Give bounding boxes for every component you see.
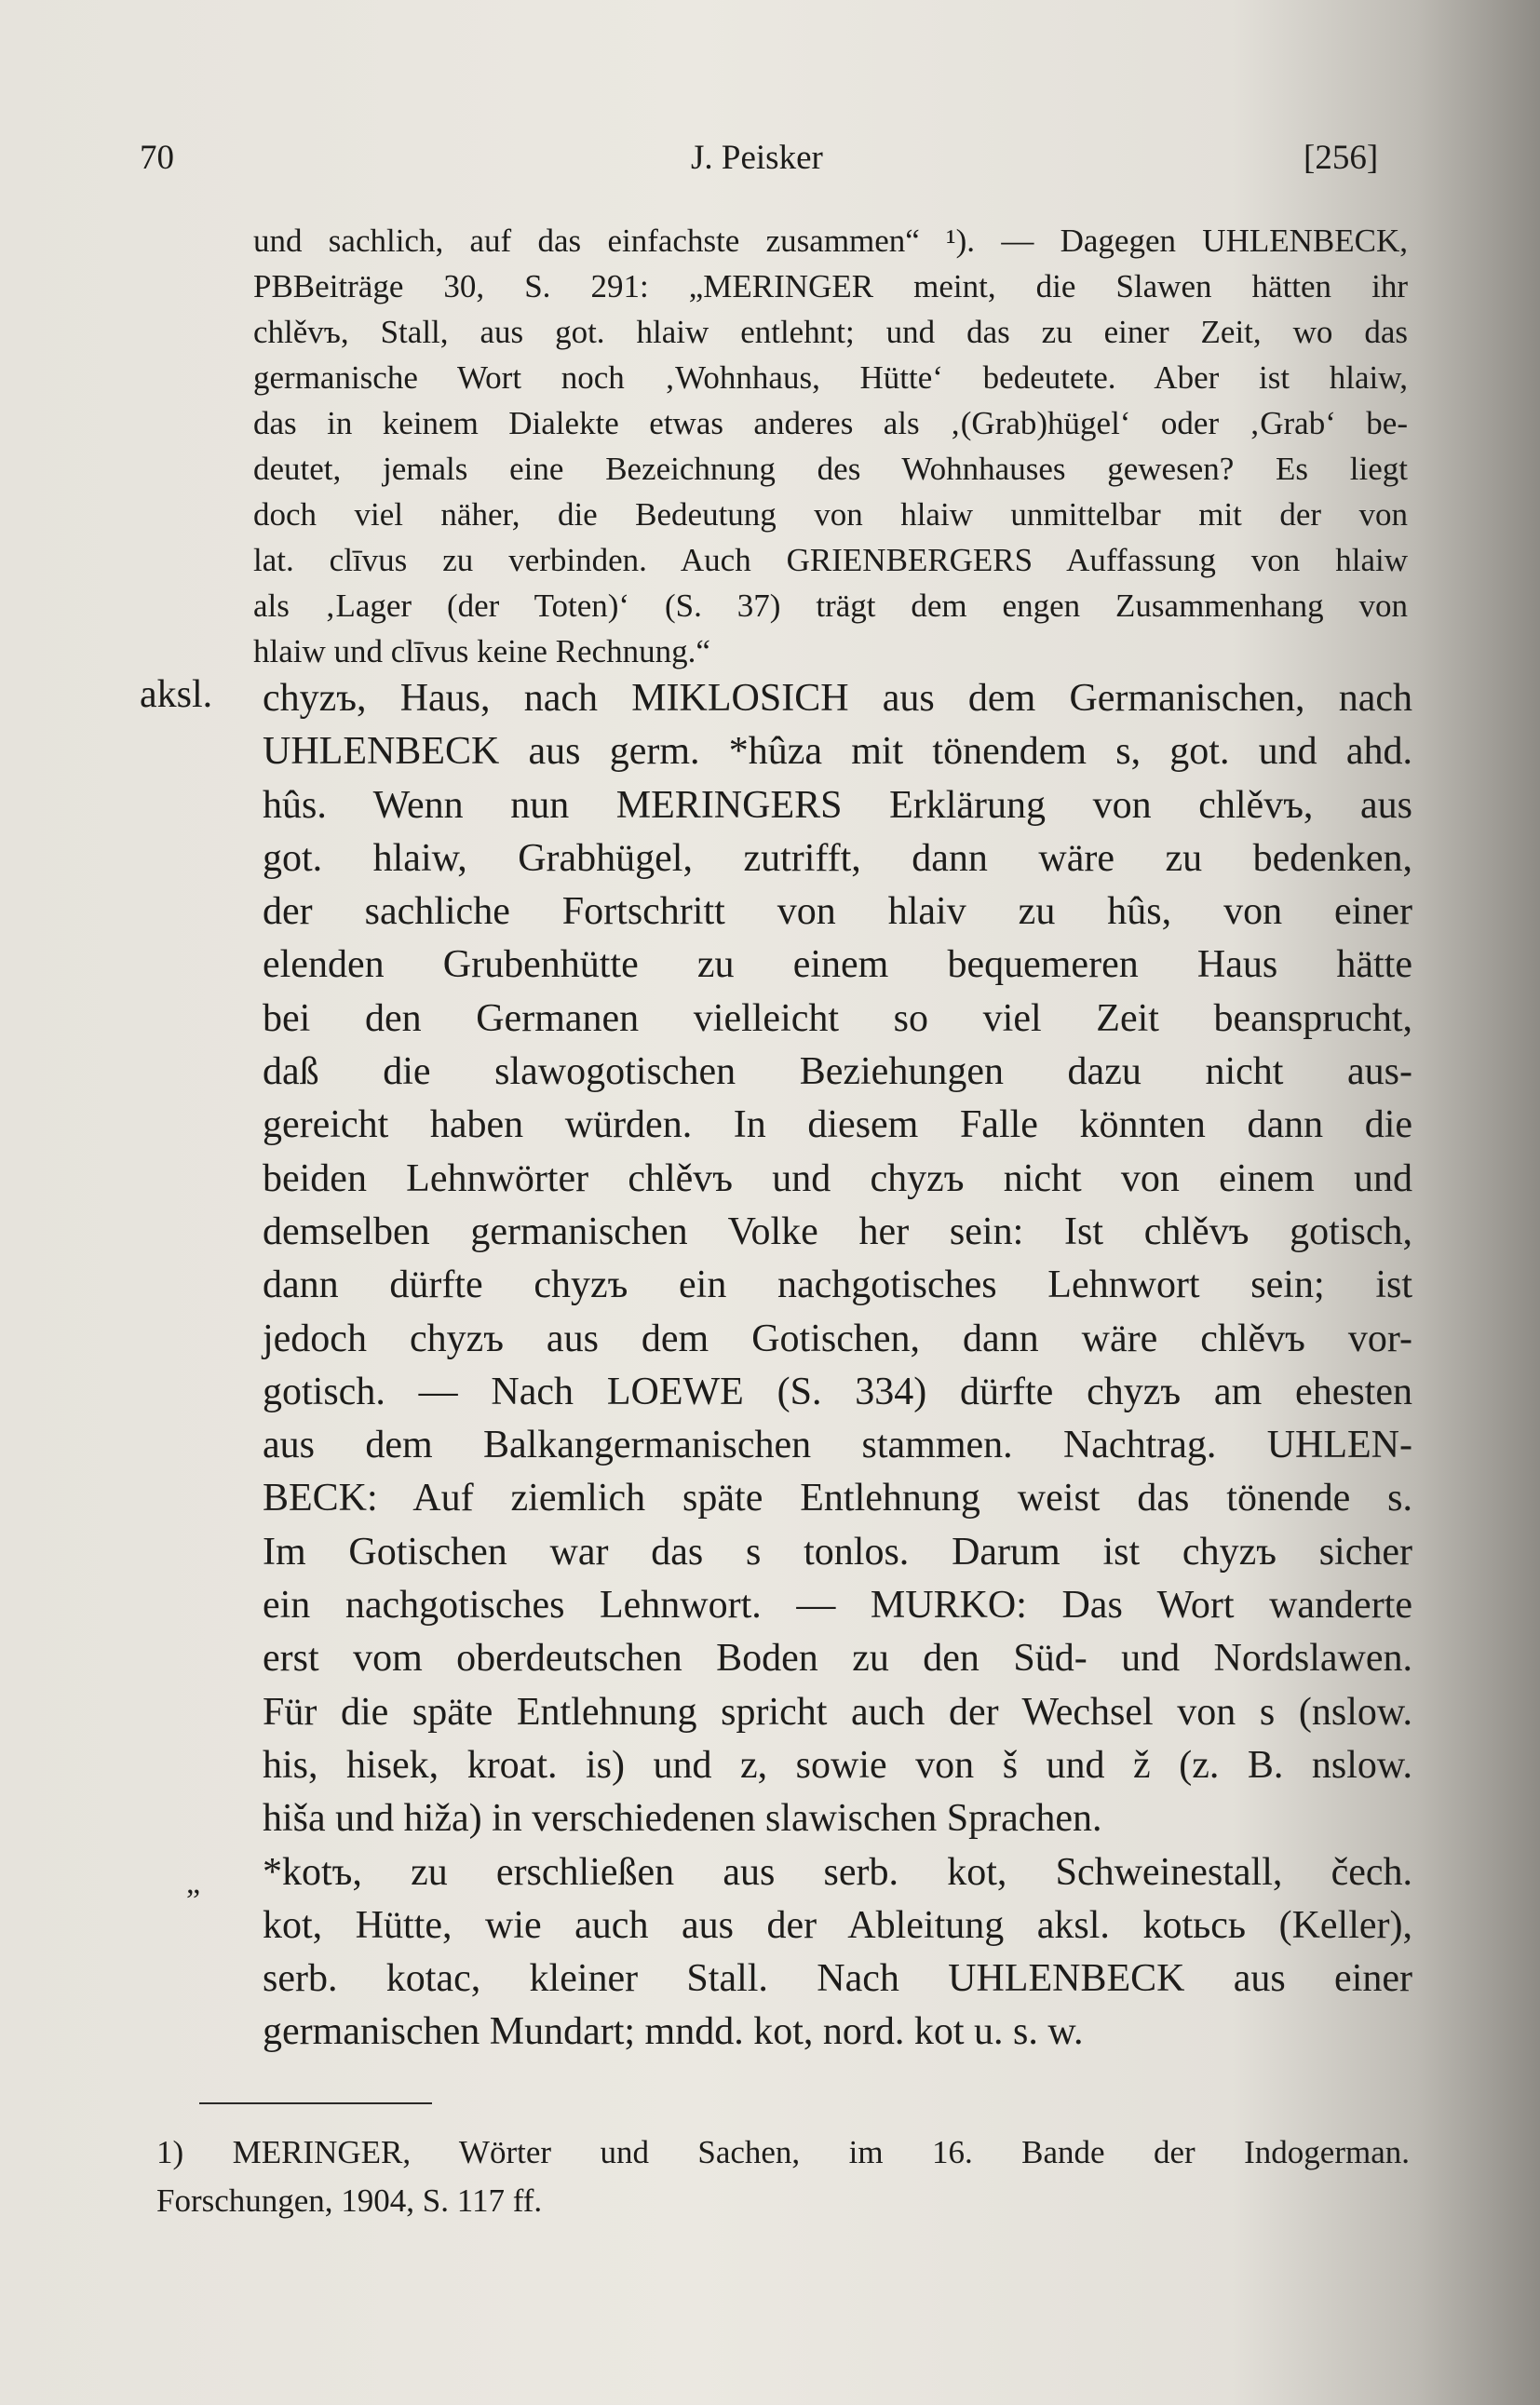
body-line: hûs. Wenn nun MERINGERS Erklärung von chlěvъ, aus (263, 783, 1412, 827)
body-line: his, hisek, kroat. is) und z, sowie von š und ž (z. B. nslow. (263, 1743, 1412, 1787)
quote-line: hlaiw und clīvus keine Rechnung.“ (253, 633, 710, 669)
quote-line: lat. clīvus zu verbinden. Auch GRIENBERGERS Auffassung von hlaiw (253, 542, 1408, 578)
margin-label-aksl: aksl. (140, 673, 213, 716)
quote-line: als ‚Lager (der Toten)‘ (S. 37) trägt dem engen Zusammenhang von (253, 588, 1408, 624)
body-line: beiden Lehnwörter chlěvъ und chyzъ nicht von einem und (263, 1156, 1412, 1200)
quote-line: doch viel näher, die Bedeutung von hlaiw unmittelbar mit der von (253, 496, 1408, 533)
body-line: gereicht haben würden. In diesem Falle könnten dann die (263, 1103, 1412, 1147)
body-line: got. hlaiw, Grabhügel, zutrifft, dann wäre zu bedenken, (263, 836, 1412, 880)
quote-line: deutet, jemals eine Bezeichnung des Wohnhauses gewesen? Es liegt (253, 451, 1408, 487)
quote-line: PBBeiträge 30, S. 291: „MERINGER meint, die Slawen hätten ihr (253, 268, 1408, 304)
body-line: Für die späte Entlehnung spricht auch der Wechsel von s (nslow. (263, 1690, 1412, 1734)
body-line: chyzъ, Haus, nach MIKLOSICH aus dem Germanischen, nach (263, 677, 1412, 720)
body-line: elenden Grubenhütte zu einem bequemeren Haus hätte (263, 943, 1412, 987)
running-head-section: [256] (1304, 139, 1379, 177)
body-line: UHLENBECK aus germ. *hûza mit tönendem s, got. und ahd. (263, 730, 1412, 774)
body-line: jedoch chyzъ aus dem Gotischen, dann wäre chlěvъ vor- (263, 1317, 1412, 1360)
footnote-rule (199, 2102, 432, 2104)
page-number: 70 (140, 139, 174, 177)
body-line: der sachliche Fortschritt von hlaiv zu hûs, von einer (263, 890, 1412, 934)
body-line: dann dürfte chyzъ ein nachgotisches Lehnwort sein; ist (263, 1263, 1412, 1307)
body-line: erst vom oberdeutschen Boden zu den Süd- und Nordslawen. (263, 1637, 1412, 1681)
body-line: aus dem Balkangermanischen stammen. Nachtrag. UHLEN- (263, 1424, 1412, 1467)
body-line: hiša und hiža) in verschiedenen slawischen Sprachen. (263, 1797, 1102, 1841)
body-line: daß die slawogotischen Beziehungen dazu nicht aus- (263, 1050, 1412, 1094)
body-line: BECK: Auf ziemlich späte Entlehnung weist das tönende s. (263, 1477, 1412, 1520)
body-line: Im Gotischen war das s tonlos. Darum ist chyzъ sicher (263, 1530, 1412, 1574)
body-line: kot, Hütte, wie auch aus der Ableitung aksl. kotьcь (Keller), (263, 1903, 1412, 1947)
quote-line: chlěvъ, Stall, aus got. hlaiw entlehnt; und das zu einer Zeit, wo das (253, 314, 1408, 350)
quote-line: germanische Wort noch ‚Wohnhaus, Hütte‘ bedeutete. Aber ist hlaiw, (253, 359, 1408, 396)
body-line: ein nachgotisches Lehnwort. — MURKO: Das Wort wanderte (263, 1584, 1412, 1628)
margin-ditto-mark: „ (186, 1866, 201, 1900)
quote-line: das in keinem Dialekte etwas anderes als ‚(Grab)hügel‘ oder ‚Grab‘ be- (253, 405, 1408, 441)
running-head-author: J. Peisker (691, 139, 823, 177)
footnote-line: Forschungen, 1904, S. 117 ff. (156, 2182, 543, 2219)
body-line: demselben germanischen Volke her sein: Ist chlěvъ gotisch, (263, 1209, 1412, 1253)
body-line: bei den Germanen vielleicht so viel Zeit beansprucht, (263, 996, 1412, 1040)
body-line: germanischen Mundart; mndd. kot, nord. kot u. s. w. (263, 2010, 1084, 2054)
footnote (156, 2128, 1410, 2225)
footnote-line: 1) MERINGER, Wörter und Sachen, im 16. Bande der Indogerman. (156, 2134, 1410, 2170)
body-line: serb. kotac, kleiner Stall. Nach UHLENBECK aus einer (263, 1957, 1412, 2001)
main-text (263, 672, 1412, 2060)
body-line: *kotъ, zu erschließen aus serb. kot, Schweinestall, čech. (263, 1850, 1412, 1894)
quote-line: und sachlich, auf das einfachste zusammen“ ¹). — Dagegen UHLENBECK, (253, 223, 1408, 259)
body-line: gotisch. — Nach LOEWE (S. 334) dürfte chyzъ am ehesten (263, 1370, 1412, 1413)
quoted-passage (253, 218, 1408, 674)
